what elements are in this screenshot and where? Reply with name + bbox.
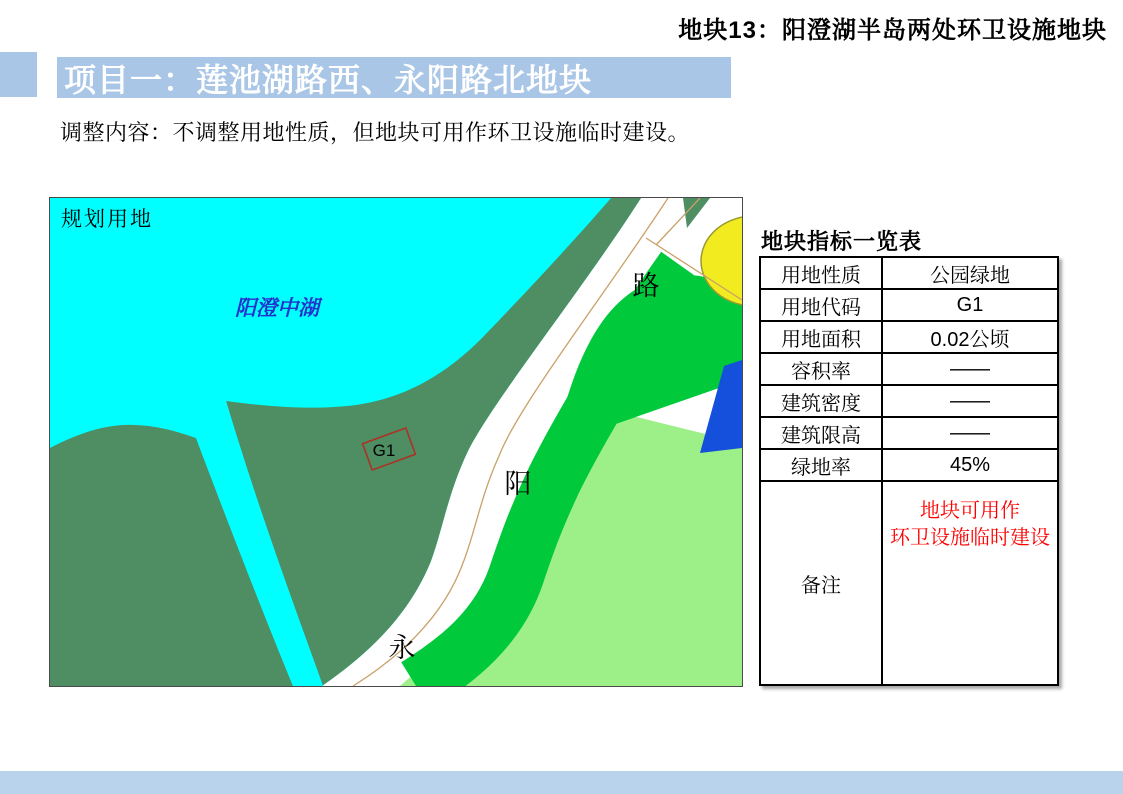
parcel-label: G1 — [372, 441, 396, 460]
row-value: G1 — [882, 289, 1058, 321]
adjustment-note: 调整内容：不调整用地性质，但地块可用作环卫设施临时建设。 — [60, 120, 691, 145]
remark-line-1: 地块可用作 — [920, 500, 1020, 522]
row-label: 容积率 — [760, 353, 882, 385]
map-corner-label: 规划用地 — [61, 208, 153, 231]
road-char-yang: 阳 — [504, 469, 532, 499]
table-row-remark — [760, 481, 1058, 685]
table-row — [760, 257, 1058, 289]
remark-line-2: 环卫设施临时建设 — [890, 527, 1050, 549]
row-label: 用地代码 — [760, 289, 882, 321]
row-value: —— — [882, 417, 1058, 449]
footer-accent-bar — [0, 771, 1123, 794]
remark-label: 备注 — [760, 481, 882, 685]
row-label: 用地面积 — [760, 321, 882, 353]
row-value: 45% — [882, 449, 1058, 481]
planning-map — [49, 197, 743, 687]
slide-title: 项目一：莲池湖路西、永阳路北地块 — [64, 61, 593, 98]
table-row — [760, 353, 1058, 385]
row-label: 建筑密度 — [760, 385, 882, 417]
table-row — [760, 449, 1058, 481]
table-row — [760, 385, 1058, 417]
parcel-indicator-table — [759, 256, 1059, 686]
lake-name-label: 阳澄中湖 — [235, 297, 319, 320]
row-value: 公园绿地 — [882, 257, 1058, 289]
row-value: 0.02公顷 — [882, 321, 1058, 353]
table-title: 地块指标一览表 — [761, 229, 923, 254]
road-char-lu: 路 — [632, 271, 660, 301]
row-label: 建筑限高 — [760, 417, 882, 449]
remark-value — [882, 481, 1058, 685]
title-banner — [57, 57, 731, 98]
banner-accent-square — [0, 52, 37, 97]
row-value: —— — [882, 385, 1058, 417]
planning-map-svg — [50, 198, 742, 686]
road-char-yong: 永 — [388, 633, 416, 663]
page-header-title: 地块13：阳澄湖半岛两处环卫设施地块 — [678, 17, 1107, 44]
row-value: —— — [882, 353, 1058, 385]
table-row — [760, 289, 1058, 321]
table-row — [760, 321, 1058, 353]
row-label: 绿地率 — [760, 449, 882, 481]
row-label: 用地性质 — [760, 257, 882, 289]
table-row — [760, 417, 1058, 449]
